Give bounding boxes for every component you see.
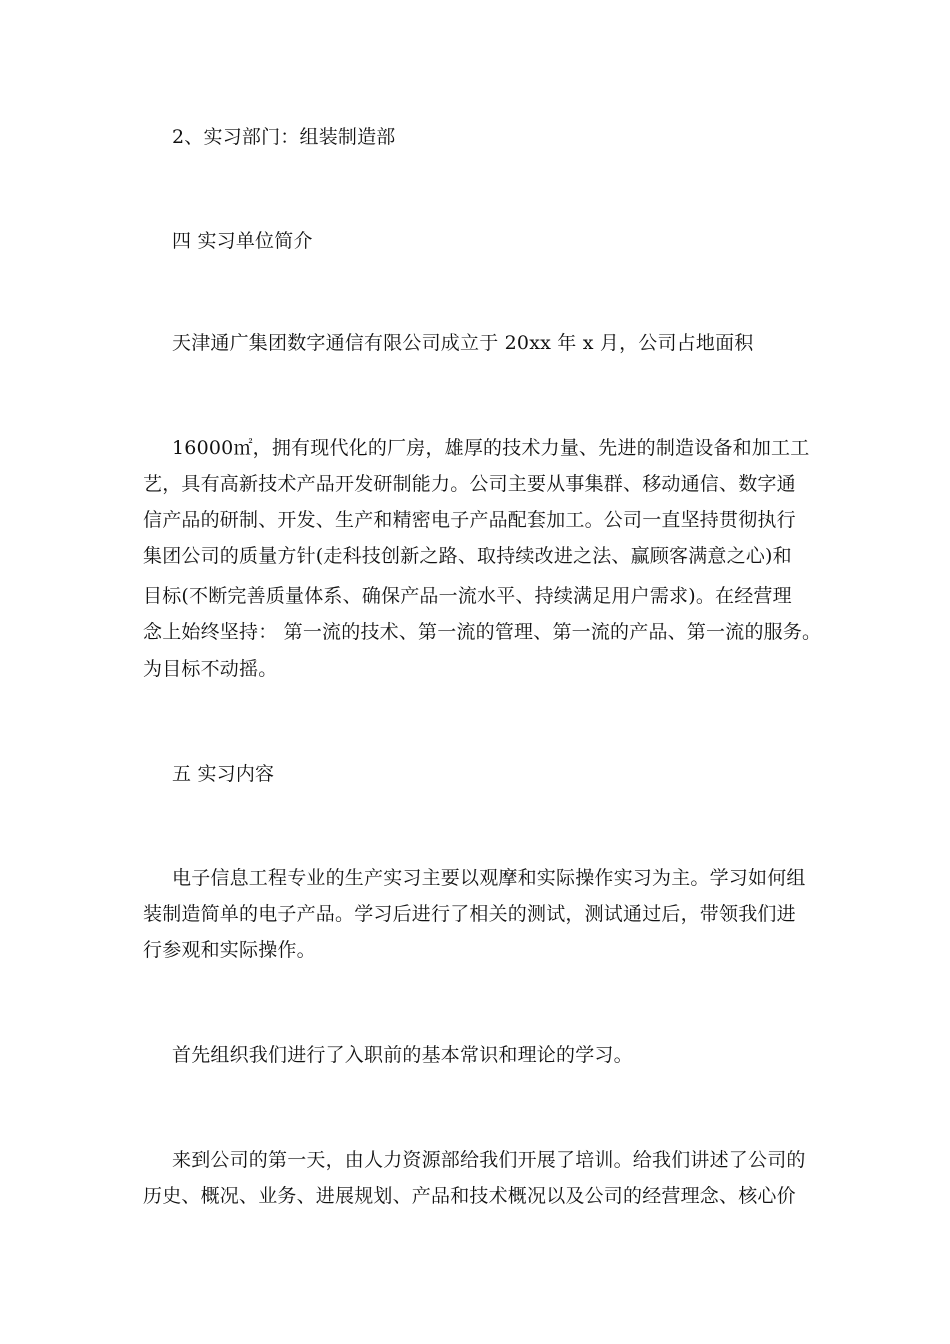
- paragraph-line: 信产品的研制、开发、生产和精密电子产品配套加工。公司一直坚持贯彻执行: [143, 509, 796, 531]
- paragraph-line: 目标(不断完善质量体系、确保产品一流水平、持续满足用户需求)。在经营理: [143, 585, 792, 607]
- paragraph-orientation: 首先组织我们进行了入职前的基本常识和理论的学习。: [172, 1044, 633, 1066]
- section-heading-company-intro: 四 实习单位简介: [172, 230, 313, 252]
- internship-department-item: 2、实习部门：组装制造部: [172, 126, 396, 148]
- paragraph-line: 为目标不动摇。: [143, 658, 278, 680]
- paragraph-line: 行参观和实际操作。: [143, 939, 316, 961]
- paragraph-line: 集团公司的质量方针(走科技创新之路、取持续改进之法、赢顾客满意之心)和: [143, 545, 792, 567]
- paragraph-company-founding: 天津通广集团数字通信有限公司成立于 20xx 年 x 月，公司占地面积: [172, 332, 754, 354]
- paragraph-line: 艺，具有高新技术产品开发研制能力。公司主要从事集群、移动通信、数字通: [143, 473, 796, 495]
- paragraph-line: 历史、概况、业务、进展规划、产品和技术概况以及公司的经营理念、核心价: [143, 1185, 796, 1207]
- paragraph-line: 念上始终坚持： 第一流的技术、第一流的管理、第一流的产品、第一流的服务。: [143, 621, 822, 643]
- section-heading-internship-content: 五 实习内容: [172, 763, 275, 785]
- paragraph-line: 来到公司的第一天，由人力资源部给我们开展了培训。给我们讲述了公司的: [172, 1149, 806, 1171]
- paragraph-line: 电子信息工程专业的生产实习主要以观摩和实际操作实习为主。学习如何组: [172, 867, 806, 889]
- paragraph-line: 16000㎡，拥有现代化的厂房，雄厚的技术力量、先进的制造设备和加工工: [172, 437, 810, 459]
- paragraph-line: 装制造简单的电子产品。学习后进行了相关的测试，测试通过后，带领我们进: [143, 903, 796, 925]
